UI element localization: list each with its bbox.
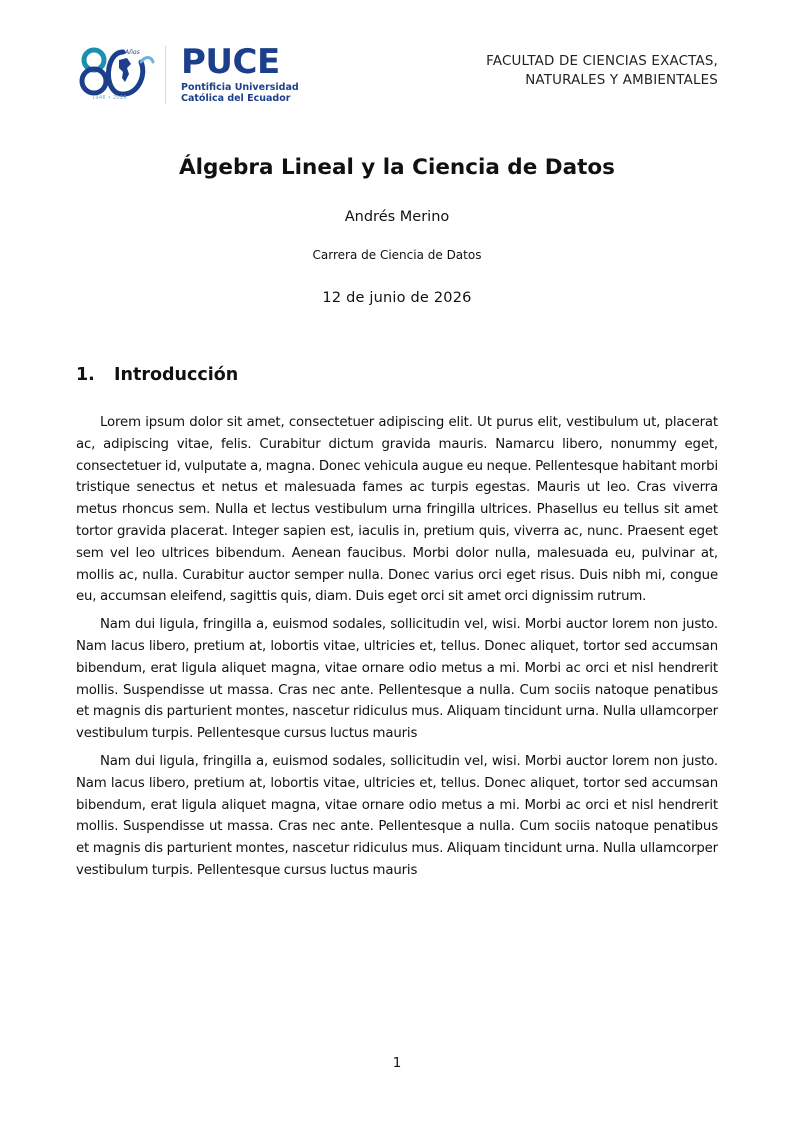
section-number: 1.	[76, 365, 95, 385]
section-title: Introducción	[114, 365, 239, 385]
document-program: Carrera de Ciencia de Datos	[312, 248, 482, 262]
puce-logo	[75, 42, 299, 106]
paragraph: Nam dui ligula, fringilla a, euismod sodales, sollicitudin vel, wisi. Morbi auctor lorem non justo. Nam lacus libero, pretium at, lobortis vitae, ultricies et, tellus. Donec aliquet, tortor sed accumsan bibendum, erat ligula aliquet magna, vitae ornare odio metus a mi. Morbi ac orci et nisl hendrerit mollis. Suspendisse ut massa. Cras nec ante. Pellentesque a nulla. Cum sociis natoque penatibus et magnis dis parturient montes, nascetur ridiculus mus. Aliquam tincidunt urna. Nulla ullamcorper vestibulum turpis. Pellentesque cursus luctus mauris	[76, 753, 718, 878]
logo-divider	[165, 46, 166, 104]
document-date: 12 de junio de 2026	[322, 290, 472, 306]
puce-subtitle-line2: Católica del Ecuador	[181, 93, 291, 104]
page-number: 1	[392, 1055, 402, 1071]
anniversary-years: 1946 • 2026	[92, 95, 127, 101]
section-heading	[76, 362, 238, 388]
puce-subtitle	[181, 82, 299, 104]
puce-subtitle-line1: Pontificia Universidad	[181, 82, 299, 93]
body-text	[76, 412, 718, 888]
faculty-header	[486, 52, 718, 90]
anniversary-word: Años	[125, 49, 140, 56]
paragraph: Nam dui ligula, fringilla a, euismod sodales, sollicitudin vel, wisi. Morbi auctor lorem non justo. Nam lacus libero, pretium at, lobortis vitae, ultricies et, tellus. Donec aliquet, tortor sed accumsan bibendum, erat ligula aliquet magna, vitae ornare odio metus a mi. Morbi ac orci et nisl hendrerit mollis. Suspendisse ut massa. Cras nec ante. Pellentesque a nulla. Cum sociis natoque penatibus et magnis dis parturient montes, nascetur ridiculus mus. Aliquam tincidunt urna. Nulla ullamcorper vestibulum turpis. Pellentesque cursus luctus mauris	[76, 617, 718, 742]
faculty-line1: FACULTAD DE CIENCIAS EXACTAS,	[486, 54, 718, 69]
faculty-line2: NATURALES Y AMBIENTALES	[525, 73, 718, 88]
paragraph: Lorem ipsum dolor sit amet, consectetuer adipiscing elit. Ut purus elit, vestibulum ut, placerat ac, adipiscing vitae, felis. Curabitur dictum gravida mauris. Namarcu libero, nonummy eget, consectetuer id, vulputate a, magna. Donec vehicula augue eu neque. Pellentesque habitant morbi tristique senectus et netus et malesuada fames ac turpis egestas. Mauris ut leo. Cras viverra metus rhoncus sem. Nulla et lectus vestibulum urna fringilla ultrices. Phasellus eu tellus sit amet tortor gravida placerat. Integer sapien est, iaculis in, pretium quis, viverra ac, nunc. Praesent eget sem vel leo ultrices bibendum. Aenean faucibus. Morbi dolor nulla, malesuada eu, pulvinar at, mollis ac, nulla. Curabitur auctor semper nulla. Donec varius orci eget risus. Duis nibh mi, congue eu, accumsan eleifend, sagittis quis, diam. Duis eget orci sit amet orci dignissim rutrum.	[76, 415, 718, 605]
document-author: Andrés Merino	[344, 209, 450, 225]
document-title: Álgebra Lineal y la Ciencia de Datos	[179, 155, 615, 180]
puce-wordmark: PUCE	[181, 42, 280, 82]
